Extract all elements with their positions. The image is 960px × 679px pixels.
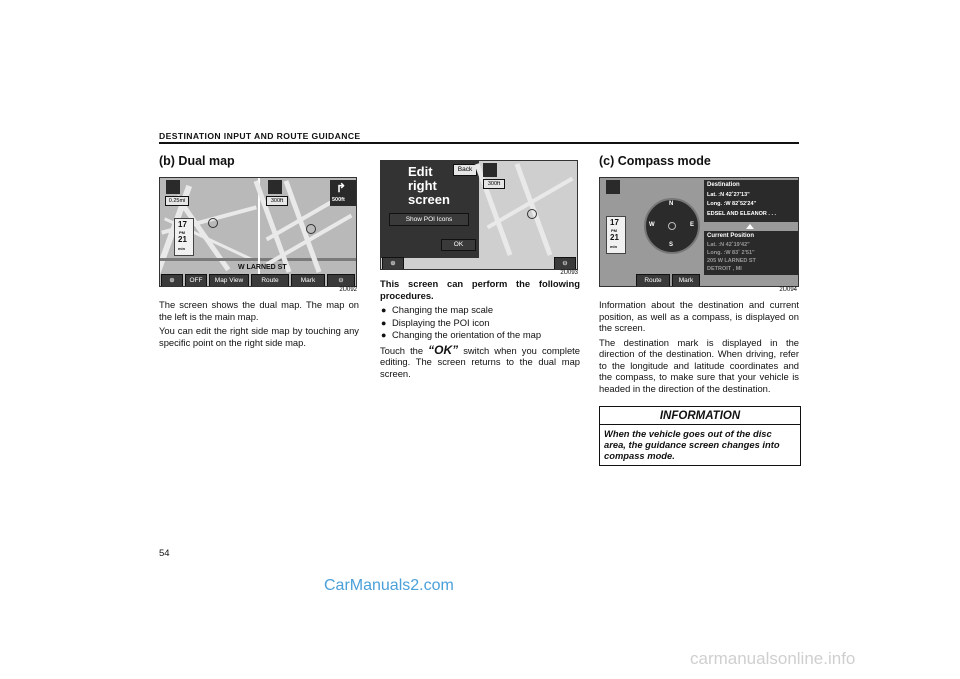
dual-map-para1: The screen shows the dual map. The map on the left is the main map. (159, 299, 359, 322)
bullet-icon: ● (381, 330, 387, 340)
zoom-in-button[interactable]: ⊕ (161, 274, 183, 287)
vehicle-marker-icon (306, 224, 316, 234)
touch-pre: Touch the (380, 344, 429, 356)
edit-screen-column (380, 150, 580, 379)
figure-id: 2U092 (339, 287, 357, 293)
turn-arrow-icon: ↱ (336, 181, 347, 195)
time-panel (606, 216, 626, 254)
compass-dial (644, 198, 700, 254)
procedure-list (380, 304, 580, 342)
list-item (380, 329, 580, 342)
edit-title-2: right (408, 178, 437, 193)
compass-n: N (669, 201, 674, 207)
cur-lat: Lat. :N 42˚19'42" (707, 242, 750, 248)
compass-s: S (669, 242, 674, 248)
time-min-label: min (610, 244, 618, 249)
zoom-in-button[interactable]: ⊕ (382, 257, 404, 270)
vehicle-marker-icon (527, 209, 537, 219)
bullet-icon: ● (381, 317, 387, 328)
information-title: INFORMATION (600, 407, 800, 425)
north-up-icon[interactable] (166, 180, 180, 194)
list-item (380, 304, 580, 317)
compass-screen (599, 177, 799, 287)
scale-right[interactable]: 300ft (266, 196, 288, 206)
time-min: 21 (610, 233, 619, 242)
time-unit: PM (179, 230, 185, 235)
bullet-icon: ● (381, 305, 387, 315)
scale-left[interactable]: 0.25mi (165, 196, 189, 206)
north-up-icon-right[interactable] (268, 180, 282, 194)
list-item-text: Displaying the POI icon (392, 316, 490, 328)
map-view-button[interactable]: Map View (209, 274, 249, 287)
cur-long: Long. :W 83˚ 2'51" (707, 250, 755, 256)
vehicle-marker-icon (208, 218, 218, 228)
page-number: 54 (159, 548, 170, 559)
mark-button[interactable]: Mark (291, 274, 325, 287)
information-text: When the vehicle goes out of the disc area, the guidance screen changes into compass mode. (604, 428, 780, 461)
zoom-out-button[interactable]: ⊖ (327, 274, 355, 287)
destination-label: Destination (707, 182, 740, 188)
dual-map-screen (159, 177, 357, 287)
dual-map-column (159, 150, 359, 348)
edit-screen-figure (380, 160, 578, 278)
north-up-icon[interactable] (606, 180, 620, 194)
list-item-text: Changing the map scale (392, 304, 494, 315)
dual-map-heading: (b) Dual map (159, 154, 235, 168)
edit-title-1: Edit (408, 164, 433, 179)
figure-id: 2U093 (560, 270, 578, 276)
back-button[interactable]: Back (453, 164, 477, 176)
time-hour: 17 (178, 220, 187, 229)
time-min-label: min (178, 246, 186, 251)
route-button[interactable]: Route (251, 274, 289, 287)
compass-e: E (690, 222, 695, 228)
cur-addr: 205 W LARNED ST (707, 258, 756, 264)
destination-panel (704, 180, 798, 222)
compass-w: W (649, 222, 655, 228)
watermark-right[interactable]: carmanualsonline.info (690, 649, 856, 668)
turn-arrow-panel (330, 180, 356, 206)
section-header: DESTINATION INPUT AND ROUTE GUIDANCE (159, 131, 361, 141)
voice-off-button[interactable] (185, 274, 207, 287)
compass-column (599, 150, 799, 466)
north-up-icon[interactable] (483, 163, 497, 177)
time-hour: 17 (610, 218, 619, 227)
dest-lat: Lat. :N 42˚27'13" (707, 192, 750, 198)
compass-heading: (c) Compass mode (599, 154, 711, 168)
touch-post: switch when you complete editing. The screen returns to the dual map screen. (380, 344, 580, 379)
street-name: W LARNED ST (238, 264, 287, 271)
information-box (599, 406, 801, 466)
compass-center-icon (668, 222, 676, 230)
list-item (380, 317, 580, 330)
compass-para1: Information about the destination and current position, as well as a compass, is displayed on the screen. (599, 299, 799, 333)
edit-title-3: screen (408, 192, 450, 207)
distance-label: 500ft (332, 197, 345, 203)
mark-button[interactable]: Mark (672, 274, 700, 287)
watermark-left[interactable]: CarManuals2.com (324, 577, 454, 594)
zoom-out-button[interactable]: ⊖ (554, 257, 576, 270)
current-label: Current Position (707, 233, 755, 239)
voice-off-label: OFF (189, 277, 203, 284)
scroll-up-icon[interactable] (746, 224, 754, 229)
compass-figure (599, 177, 797, 295)
dest-long: Long. :W 82˚52'24" (707, 201, 757, 207)
header-rule (159, 142, 799, 144)
time-panel (174, 218, 194, 256)
time-min: 21 (178, 235, 187, 244)
edit-screen (380, 160, 578, 270)
time-unit: PM (611, 228, 617, 233)
cur-city: DETROIT , MI (707, 266, 742, 272)
edit-lead: This screen can perform the following procedures. (380, 278, 580, 301)
scale-label[interactable]: 300ft (483, 179, 505, 189)
ok-button[interactable]: OK (441, 239, 476, 251)
list-item-text: Changing the orientation of the map (392, 329, 542, 340)
compass-para2: The destination mark is displayed in the direction of the destination. When driving, refer to the longitude and latitude coordinates and the compass, to make sure that your vehicle is headed in the direction of the destination. (599, 336, 799, 394)
current-position-panel (704, 231, 798, 275)
figure-id: 2U094 (779, 287, 797, 293)
touch-ok-para (380, 342, 580, 380)
dual-map-figure (159, 177, 357, 295)
ok-switch-text: “OK” (428, 342, 459, 357)
route-button[interactable]: Route (636, 274, 670, 287)
dual-map-para2: You can edit the right side map by touching any specific point on the right side map. (159, 325, 359, 348)
dest-name: EDSEL AND ELEANOR . . . (707, 211, 777, 217)
show-poi-button[interactable]: Show POI Icons (389, 213, 469, 226)
